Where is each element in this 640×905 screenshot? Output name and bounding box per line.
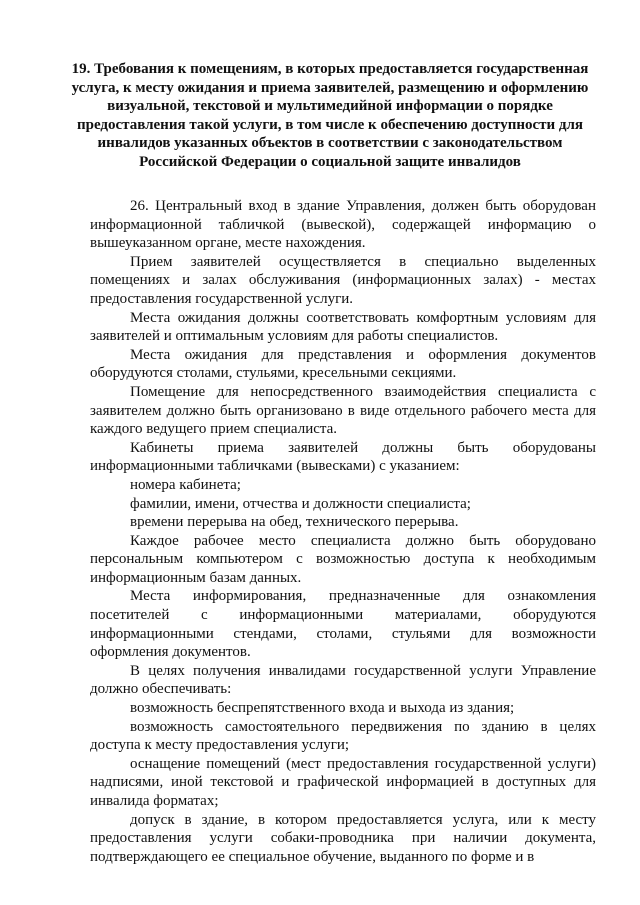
paragraph: Каждое рабочее место специалиста должно быть оборудовано персональным компьютером с возможностью доступа к необходимым информационным базам данных.: [90, 532, 596, 586]
list-item: возможность беспрепятственного входа и выхода из здания;: [130, 700, 515, 717]
list-item: возможность самостоятельного передвижения по зданию в целях доступа к месту предоставления услуги;: [90, 718, 596, 754]
paragraph: 26. Центральный вход в здание Управления, должен быть оборудован информационной табличкой (вывеской), содержащей информацию о вышеуказанном органе, месте нахождения.: [90, 198, 596, 252]
list-item: допуск в здание, в котором предоставляется услуга, или к месту предоставления услуги собаки-проводника при наличии документа, подтверждающего ее специальное обучение, выданного по форме и в: [90, 811, 596, 865]
list-item: оснащение помещений (мест предоставления государственной услуги) надписями, иной текстовой и графической информацией в доступных для инвалида форматах;: [90, 755, 596, 809]
list-item: времени перерыва на обед, технического перерыва.: [130, 514, 459, 531]
body-text: [90, 197, 596, 866]
section-heading: 19. Требования к помещениям, в которых предоставляется государственная услуга, к месту ожидания и приема заявителей, размещению и оформлению визуальной, текстовой и мультимедийной информации о порядке предоставления такой услуги, в том числе к обеспечению доступности для инвалидов указанных объектов в соответствии с законодательством Российской Федерации о социальной защите инвалидов: [71, 61, 589, 170]
list-item: номера кабинета;: [130, 476, 241, 493]
paragraph: Прием заявителей осуществляется в специально выделенных помещениях и залах обслуживания (информационных залах) - местах предоставления государственной услуги.: [90, 253, 596, 307]
paragraph: Кабинеты приема заявителей должны быть оборудованы информационными табличками (вывесками) с указанием:: [90, 439, 596, 475]
paragraph: В целях получения инвалидами государственной услуги Управление должно обеспечивать:: [90, 662, 596, 698]
paragraph: Места ожидания для представления и оформления документов оборудуются столами, стульями, кресельными секциями.: [90, 346, 596, 382]
list-item: фамилии, имени, отчества и должности специалиста;: [130, 495, 471, 512]
paragraph: Места информирования, предназначенные для ознакомления посетителей с информационными материалами, оборудуются информационными стендами, столами, стульями для возможности оформления документов.: [90, 588, 596, 661]
paragraph: Помещение для непосредственного взаимодействия специалиста с заявителем должно быть организовано в виде отдельного рабочего места для каждого ведущего прием специалиста.: [90, 383, 596, 438]
paragraph: Места ожидания должны соответствовать комфортным условиям для заявителей и оптимальным условиям для работы специалистов.: [90, 309, 596, 345]
